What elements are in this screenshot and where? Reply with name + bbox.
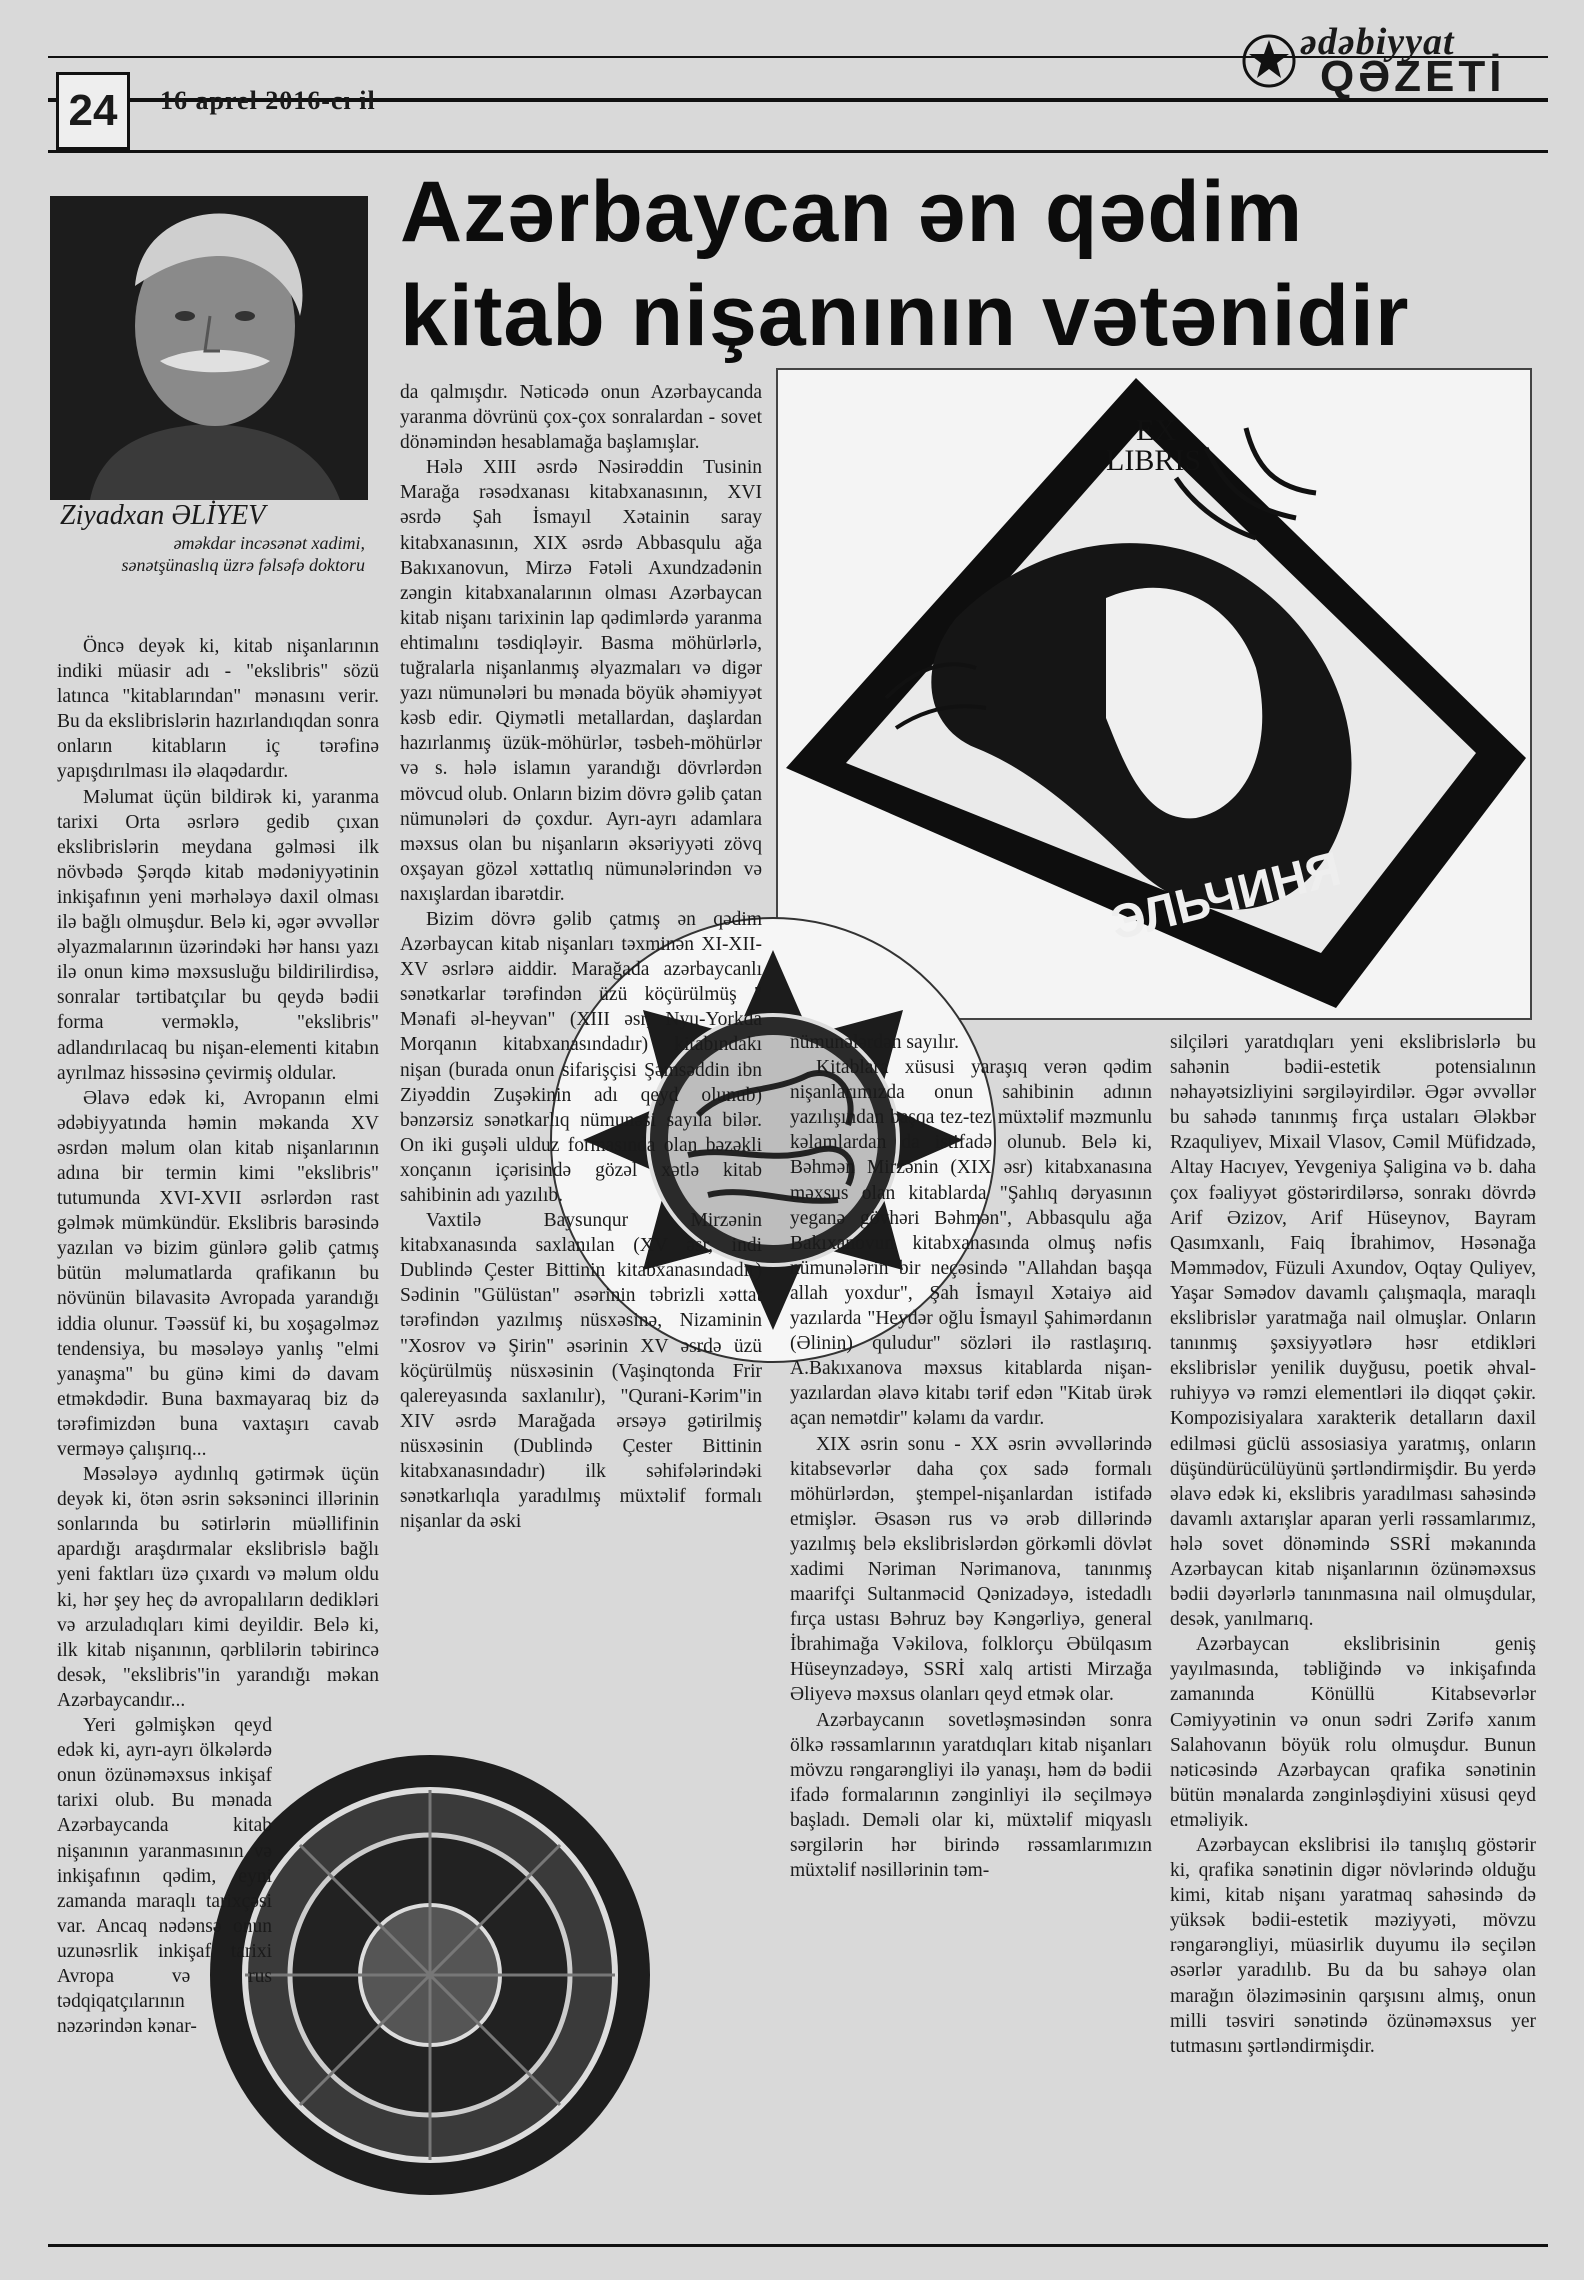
title-line-1: Azərbaycan ən qədim	[400, 164, 1304, 260]
ex-libris-label: ЭЛЬЧИНЯ	[1105, 842, 1346, 951]
ex-libris-libris: LIBRIS	[1106, 444, 1202, 477]
paragraph: XIX əsrin sonu - XX əsrin əvvəllərində kitabsevərlər daha çox sadə formalı möhürlərdən, ştempel-nişanlardan istifadə etmişlər. Əsasən rus və ərəb dillərində yazılmış belə ekslibrislərdən görkəmli dövlət xadimi Nəriman Nərimanova, tanınmış maarifçi Sultanməcid Qənizadəyə, istedadlı fırça ustası Bəhruz bəy Kəngərliyə, general İbrahimağa Vəkilova, folklorçu Əbülqasım Hüseynzadəyə, SSRİ xalq artisti Mirzağa Əliyevə məxsus olanları qeyd etmək olar.	[790, 1433, 1152, 1706]
paragraph: nümunələrdən sayılır.	[790, 1032, 959, 1053]
text-column-4	[1170, 1030, 1536, 2230]
text-column-1	[57, 634, 379, 2194]
paragraph: Əlavə edək ki, Avropanın elmi ədəbiyyatında həmin məkanda XV əsrdən məlum olan kitab nişanlarının adına bir termin kimi "ekslibris" tutumunda XVI-XVII əsrlərdən rast gəlmək mümkündür. Ekslibris barəsində yazılan və bizim günlərə gəlib çatmış bütün məlumatlarda qrafikanın bu növünün bilavasitə Avropada yarandığı iddia olunur. Təəssüf ki, bu xoşagəlməz tendensiya, bu məsələyə yanlış "elmi yanaşma" bu günə kimi də davam etməkdədir. Buna baxmayaraq biz də tərəfimizdən buna vaxtaşırı cavab verməyə çalışırıq...	[57, 1087, 379, 1460]
masthead-logo	[1240, 14, 1540, 101]
header-underline	[48, 150, 1548, 153]
paragraph: Azərbaycan ekslibrisi ilə tanışlıq göstərir ki, qrafika sənətinin digər növlərində olduğu kimi, kitab nişanı yaratmaq sahəsində də yüksək bədii-estetik məziyyəti, mövzu rəngarəngliyi, müasirlik duyumu ilə seçilən əsərlər yaradılıb. Bu da bu sahəyə olan marağın öləziməsinin qarşısını almış, onun milli təsviri sənətində özünəməxsus yer tutmasını şərtləndirmişdir.	[1170, 1835, 1536, 2057]
page-number: 24	[56, 72, 130, 150]
paragraph: Bizim dövrə gəlib çatmış ən qədim Azərbaycan kitab nişanları təxminən XI-XII-XV əsrlərə aiddir. Marağada azərbaycanlı sənətkarlar tərəfindən üzü köçürülmüş " Mənafi əl-heyvan" (XIII əsr, Nyu-Yorkda Morqanın kitabxanasındadır) kitabındakı nişan (burada onun sifarişçisi Şəmsəddin ibn Ziyəddin Zuşəkinin adı qeyd olunub) bənzərsiz sənətkarlıq nümunəsi sayıla bilər. On iki guşəli ulduz formasında olan bəzəkli xonçanın içərisində gözəl xətlə kitab sahibinin adı yazılıb.	[400, 908, 762, 1206]
paragraph: Öncə deyək ki, kitab nişanlarının indiki müasir adı - "ekslibris" sözü latınca "kitablarından" mənasını verir. Bu da ekslibrislərin hazırlandıqdan sonra onların kitabların iç tərəfinə yapışdırılması ilə əlaqədardır.	[57, 636, 379, 783]
masthead-top-text: ədəbiyyat	[1300, 21, 1455, 63]
author-role-1: əməkdar incəsənət xadimi,	[173, 533, 365, 553]
author-role-2: sənətşünaslıq üzrə fəlsəfə doktoru	[121, 555, 365, 575]
paragraph: Hələ XIII əsrdə Nəsirəddin Tusinin Marağa rəsədxanası kitabxanasının, XVI əsrdə Şah İsmayıl Xətainin saray kitabxanasının, XIX əsrdə Abbasqulu ağa Bakıxanovun, Mirzə Fətəli Axundzadənin zəngin kitabxanalarının olması Azərbaycan kitab nişanı tarixinin lap qədimlərdə yaranma ehtimalını təsdiqləyir. Basma möhürlərlə, tuğralarla nişanlanmış əlyazmaları və digər yazı nümunələri bu mənada böyük əhəmiyyət kəsb edir. Qiymətli metallardan, daşlardan hazırlanmış üzük-möhürlər, təsbeh-möhürlər və s. hələ islamın yarandığı dövrlərdən mövcud olub. Onların bizim dövrə gəlib çatan nümunələri də çoxdur. Ayrı-ayrı adamlara məxsus olan bu nişanların əksəriyyəti zövq oxşayan gözəl xəttatlıq nümunələrindən və naxışlardan ibarətdir.	[400, 457, 762, 905]
title-line-2: kitab nişanının vətənidir	[400, 268, 1410, 364]
star-emblem-icon	[1242, 34, 1296, 88]
paragraph: Vaxtilə Baysunqur Mirzənin kitabxanasında saxlanılan (XV əsr, indi Dublində Çester Bittinin kitabxanasındadır) Sədinin "Gülüstan" əsərinin təbrizli xəttat tərəfindən yazılmış nüsxəsinə, Nizaminin "Xosrov və Şirin" əsərinin XV əsrdə üzü köçürülmüş nüsxəsinin (Vaşinqtonda Frir qalereyasında saxlanılır), "Qurani-Kərim"in XIV əsrdə Marağada ərsəyə gətirilmiş nüsxəsinin (Dublində Çester Bittinin kitabxanasındadır) ilk səhifələrindəki sənətkarlıqla yaradılmış müxtəlif formalı nişanlar da əski	[400, 1210, 762, 1533]
paragraph: silçiləri yaratdıqları yeni ekslibrislərlə bu sahənin bədii-estetik potensialının nəhayətsizliyini sərgiləyirdilər. Əgər əvvəllər bu sahədə tanınmış fırça ustaları Ələkbər Rzaquliyev, Mixail Vlasov, Cəmil Müfidzadə, Altay Hacıyev, Yevgeniya Şaligina və b. daha çox fəaliyyət göstərirdilərsə, sonrakı dövrdə Arif Əzizov, Arif Hüseynov, Bayram Qasımxanlı, Faiq İbrahimov, Həsənağa Məmmədov, Füzuli Axundov, Oqtay Quliyev, Yaşar Səmədov davamlı çalışmaqla, maraqlı ekslibrislər yaratmağa nail olmuşlar. Onların tanınmış şəxsiyyətlərə həsr etdikləri ekslibrislər yenilik duyğusu, poetik əhval-ruhiyyə və rəmzi elementləri ilə diqqət çəkir. Kompozisiyalara xarakterik detalların daxil edilməsi güclü assosiasiya yaratmış, onların düşündürücülüyünü şərtləndirmişdir. Bu yerdə əlavə edək ki, ekslibris yaradılması sahəsində davamlı axtarışlar aparan yerli rəssamlarımız, hələ sovet dönəmində SSRİ məkanında Azərbaycan kitab nişanlarının özünəməxsus bədii dəyərlərlə tanınmasına nail olmuşdular, desək, yanılmarıq.	[1170, 1032, 1536, 1631]
issue-date: 16 aprel 2016-cı il	[160, 86, 376, 115]
paragraph: Yeri gəlmişkən qeyd edək ki, ayrı-ayrı ölkələrdə onun özünəməxsus inkişaf tarixi olub. Bu mənada Azərbaycanda kitab nişanının yaranmasının və inkişafının qədim, eyni zamanda maraqlı tarixçəsi var. Ancaq nədənsə onun uzunəsrlik inkişaf tarixi Avropa və rus tədqiqatçılarının nəzərindən kənar-	[57, 1715, 272, 2038]
bottom-rule	[48, 2244, 1548, 2247]
masthead-bottom-text: QƏZETİ	[1320, 52, 1506, 101]
paragraph: Kitablara xüsusi yaraşıq verən qədim nişanlarımızda onun sahibinin adının yazılışından başqa tez-tez müxtəlif məzmunlu kəlamlardan da istifadə olunub. Belə ki, Bəhmən Mirzənin (XIX əsr) kitabxanasına məxsus olan kitablarda "Şahlıq dəryasının yeganə gövhəri Bəhmən", Abbasqulu ağa Bakıxanovun kitabxanasında olmuş nəfis nümunələrin bir neçəsində "Allahdan başqa allah yoxdur", Şah İsmayıl Xətaiyə aid yazılarda "Heydər oğlu İsmayıl Şahimərdanın (Əlinin) quludur" sözləri ilə rastlaşırıq. A.Bakıxanova məxsus kitablarda nişan-yazılardan əlavə kitabı tərif edən "Kitab ürək açan nemətdir" kəlamı da vardır.	[790, 1057, 1152, 1430]
paragraph: Məlumat üçün bildirək ki, yaranma tarixi Orta əsrlərə gedib çıxan ekslibrislərin meydana gəlməsi ilk növbədə Şərqdə kitab mədəniyyətinin inkişafının yeni mərhələyə daxil olması ilə bağlı olmuşdur. Belə ki, əgər əvvəllər əlyazmalarının üzərindəki hər hansı yazı ilə onun kimə məxsusluğu bildirilirdisə, sonralar tərtibatçılar bu qeydə bədii forma verməklə, "ekslibris" adlandırılacaq bu nişan-elementi kitabın ayrılmaz hissəsinə çevirmiş oldular.	[57, 786, 379, 1084]
text-column-3	[790, 1030, 1152, 2230]
paragraph: Azərbaycan ekslibrisinin geniş yayılmasında, təbliğində və inkişafında zamanında Könüllü Kitabsevərlər Cəmiyyətinin və onun sədri Zərifə xanım Salahovanın böyük rolu olmuşdur. Bunun nəticəsində Azərbaycan qrafika sənətinin bütün mənalarda zənginləşdiyini xüsusi qeyd etməliyik.	[1170, 1634, 1536, 1831]
author-name: Ziyadxan ƏLİYEV	[60, 500, 266, 531]
paragraph: Azərbaycanın sovetləşməsindən sonra ölkə rəssamlarının yaratdıqları kitab nişanları mövzu rəngarəngliyi ilə yanaşı, həm də bədii ifadə formalarının zənginliyi ilə seçilməyə başladı. Deməli olar ki, müxtəlif miqyaslı sərgilərin hər birində rəssamlarımızın müxtəlif nəsillərinin təm-	[790, 1709, 1152, 1882]
text-column-2	[400, 380, 762, 2220]
paragraph: da qalmışdır. Nəticədə onun Azərbaycanda yaranma dövrünü çox-çox sonralardan - sovet dönəmindən hesablamağa başlamışlar.	[400, 382, 762, 454]
paragraph: Məsələyə aydınlıq gətirmək üçün deyək ki, ötən əsrin səksəninci illərinin sonlarında bu sətirlərin müəllifinin apardığı araşdırmalar ekslibrislə bağlı yeni faktları üzə çıxardı və məlum oldu ki, hər şey heç də avropalıların dedikləri və arzuladıqları kimi deyildir. Belə ki, ilk kitab nişanının, qərblilərin təbirincə desək, "ekslibris"in yarandığı məkan Azərbaycandır...	[57, 1464, 379, 1711]
author-photo	[50, 196, 368, 500]
article-title	[400, 160, 1540, 368]
ex-libris-ex: EX	[1136, 414, 1176, 447]
author-byline	[60, 500, 365, 576]
